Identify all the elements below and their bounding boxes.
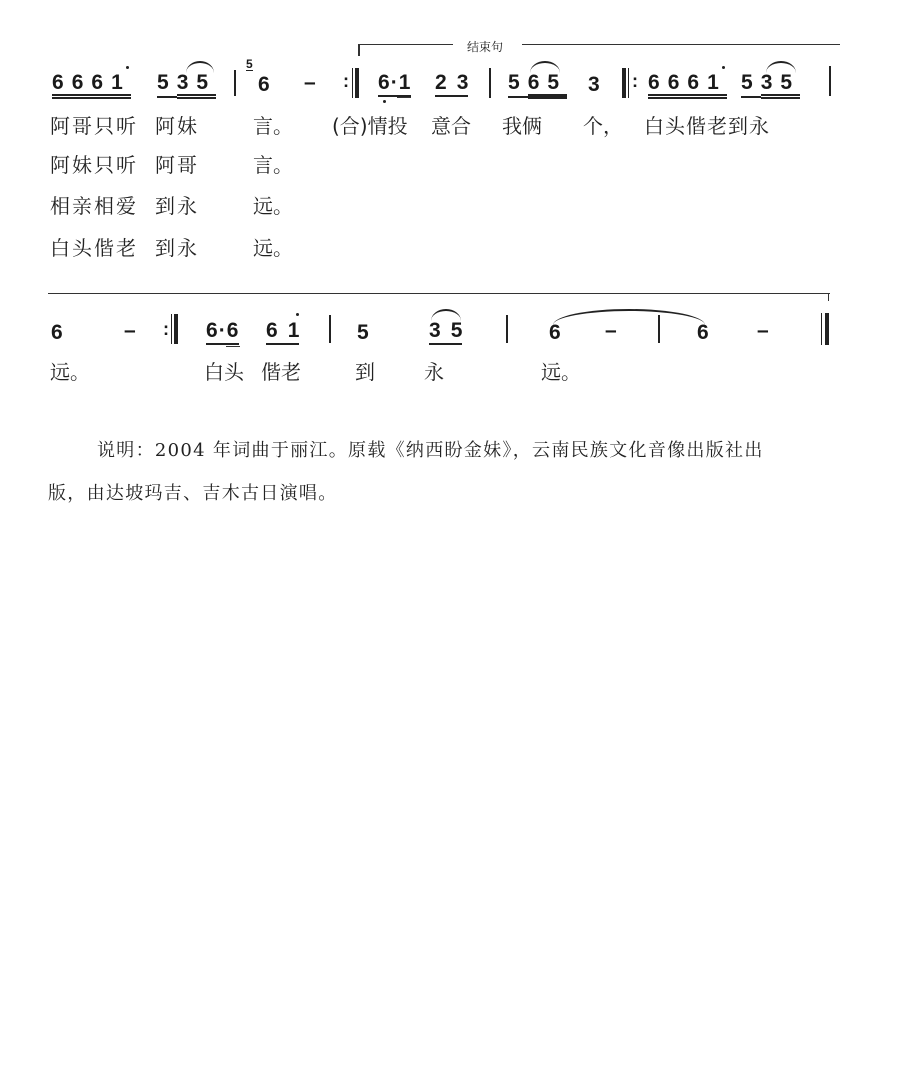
lyric: 相亲相爱 xyxy=(50,194,138,218)
underline xyxy=(226,346,240,347)
note: 6 xyxy=(91,71,112,94)
note: 6 xyxy=(266,319,288,342)
slur xyxy=(766,61,796,73)
barline xyxy=(352,68,353,98)
slur xyxy=(186,61,214,73)
lyric: 阿哥只听 xyxy=(50,114,138,138)
lyric: 远。 xyxy=(541,360,581,384)
note: 6 xyxy=(206,319,219,342)
barline-thick xyxy=(174,314,178,344)
barline-thick xyxy=(355,68,359,98)
ending-bracket-line xyxy=(48,293,830,294)
ending-bracket-label: 结束句 xyxy=(467,40,504,54)
dash: – xyxy=(124,319,136,342)
note: 5 xyxy=(780,71,801,94)
tie xyxy=(553,309,705,325)
lyric: 个， xyxy=(583,114,623,138)
note: 6 xyxy=(71,71,92,94)
caption-line-1: 说明：2004 年词曲于丽江。原载《纳西盼金妹》，云南民族文化音像出版社出 xyxy=(97,440,764,461)
note: 5 xyxy=(157,71,177,98)
lyric: (合)情投 xyxy=(332,114,408,138)
barline-thick xyxy=(622,68,626,98)
low-octave-dot xyxy=(383,100,386,103)
note-group xyxy=(648,72,727,99)
high-octave-dot xyxy=(126,66,129,69)
lyric: 到 xyxy=(355,360,375,384)
note: 5 xyxy=(508,71,528,94)
note: 3 xyxy=(760,71,781,94)
high-octave-dot xyxy=(722,66,725,69)
barline xyxy=(628,68,629,98)
note-group xyxy=(741,72,800,99)
dot: · xyxy=(218,319,227,342)
note-high: 1 xyxy=(111,71,131,94)
lyric: 偕老 xyxy=(261,360,301,384)
underline xyxy=(397,97,411,98)
lyric: 到永 xyxy=(155,194,199,218)
note: 5 xyxy=(741,71,761,98)
slur xyxy=(431,309,461,321)
barline xyxy=(329,315,331,343)
lyric: 言。 xyxy=(253,153,293,177)
note: 3 xyxy=(588,73,600,96)
note: 5 xyxy=(357,321,369,344)
barline xyxy=(506,315,508,343)
barline xyxy=(658,315,660,343)
note-group xyxy=(52,72,131,99)
note: 6 xyxy=(378,71,391,94)
lyric: 远。 xyxy=(50,360,90,384)
dash: – xyxy=(304,71,316,94)
note-group xyxy=(206,320,239,345)
note-high: 1 xyxy=(287,319,300,342)
lyric: 阿哥 xyxy=(155,153,199,177)
note: 6 xyxy=(52,71,72,94)
note: 3 xyxy=(456,71,469,94)
dot: · xyxy=(390,71,399,94)
note-group xyxy=(266,320,299,345)
note: 6 xyxy=(549,321,561,344)
barline xyxy=(821,313,822,345)
lyric: 意合 xyxy=(431,114,471,138)
note: 6 xyxy=(51,321,63,344)
note-group xyxy=(378,72,411,97)
note: 6 xyxy=(226,319,240,342)
slur xyxy=(530,61,560,73)
note: 6 xyxy=(648,71,668,94)
note: 1 xyxy=(398,71,412,94)
ending-bracket-start-tick xyxy=(358,44,360,56)
dash: – xyxy=(605,319,617,342)
note: 6 xyxy=(258,73,270,96)
note: 3 xyxy=(429,319,451,342)
lyric: 永 xyxy=(424,360,444,384)
ending-bracket-line-right xyxy=(522,44,840,45)
lyric: 言。 xyxy=(253,114,293,138)
dash: – xyxy=(757,319,769,342)
barline xyxy=(829,66,831,96)
lyric: 远。 xyxy=(253,194,293,218)
lyric: 白头偕老到永 xyxy=(644,114,770,138)
ending-bracket-line-left xyxy=(358,44,453,45)
barline xyxy=(171,314,172,344)
lyric: 白头 xyxy=(204,360,244,384)
note: 6 xyxy=(687,71,708,94)
note: 2 xyxy=(435,71,457,94)
high-octave-dot xyxy=(296,313,299,316)
note: 6 xyxy=(697,321,709,344)
lyric: 到永 xyxy=(155,236,199,260)
ending-bracket-end-tick xyxy=(828,293,829,301)
note-high: 1 xyxy=(707,71,727,94)
note: 5 xyxy=(196,71,217,94)
note-group xyxy=(435,72,468,97)
note: 6 xyxy=(667,71,688,94)
barline-final xyxy=(825,313,829,345)
repeat-dots: : xyxy=(343,71,349,91)
caption-line-2: 版，由达坡玛吉、吉木古日演唱。 xyxy=(48,483,338,504)
note-group xyxy=(429,320,462,345)
note-group xyxy=(508,72,567,99)
barline xyxy=(489,68,491,98)
lyric: 远。 xyxy=(253,236,293,260)
lyric: 阿妹只听 xyxy=(50,153,138,177)
note-group xyxy=(157,72,216,99)
lyric: 我俩 xyxy=(502,114,542,138)
lyric: 白头偕老 xyxy=(50,236,138,260)
note: 5 xyxy=(450,319,463,342)
note: 6 xyxy=(527,71,548,94)
grace-note: 5 xyxy=(246,57,253,71)
repeat-dots: : xyxy=(163,319,169,339)
note: 3 xyxy=(176,71,197,94)
lyric: 阿妹 xyxy=(155,114,199,138)
repeat-dots: : xyxy=(632,71,638,91)
note: 5 xyxy=(547,71,568,94)
barline xyxy=(234,70,236,96)
